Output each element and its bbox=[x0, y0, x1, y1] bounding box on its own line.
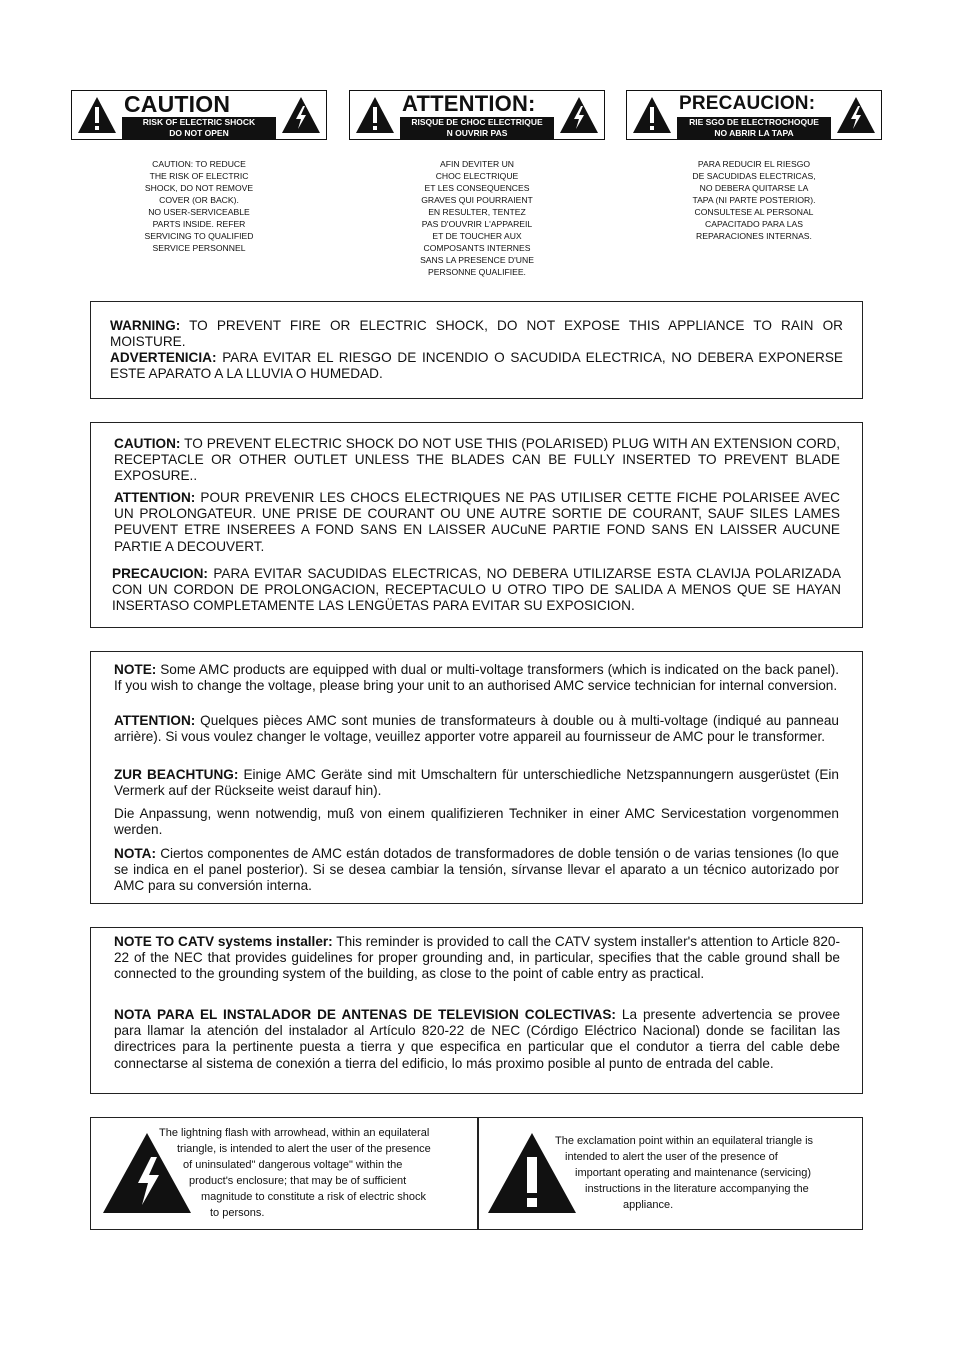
voltage-note-german-2: Die Anpassung, wenn notwendig, muß von einem qualifizieren Techniker in einer AMC Servicestation vorgenommen werden. bbox=[114, 806, 839, 838]
label-word: CAUTION bbox=[124, 91, 231, 117]
caution-label-spanish bbox=[626, 90, 882, 140]
label-band: RISQUE DE CHOC ELECTRIQUE N OUVRIR PAS bbox=[400, 117, 554, 139]
exclamation-line-3: important operating and maintenance (servicing) bbox=[575, 1167, 812, 1179]
exclamation-line-5: appliance. bbox=[623, 1199, 674, 1211]
lightning-line-4: product's enclosure; that may be of sufficient bbox=[189, 1175, 407, 1187]
caution-label-french bbox=[349, 90, 605, 140]
symbols-divider bbox=[477, 1118, 479, 1229]
lightning-line-2: triangle, is intended to alert the user of the presence bbox=[177, 1143, 431, 1155]
exclamation-triangle-icon bbox=[354, 95, 396, 135]
lightning-line-6: to persons. bbox=[210, 1207, 265, 1219]
plug-caution-spanish: PRECAUCION: PARA EVITAR SACUDIDAS ELECTRICAS, NO DEBERA UTILIZARSE ESTA CLAVIJA POLARIZADA CON UN CORDON DE PROLONGACION, RECEPTACULO U OTRO TIPO DE SALIDA A MENOS QUE SE HAYAN INSERTASO COMPLETAMENTE LAS LENGÜETAS PARA EVITAR SU EXPOSICION. bbox=[112, 566, 841, 614]
exclamation-line-2: intended to alert the user of the presence of bbox=[565, 1151, 778, 1163]
plug-caution-french: ATTENTION: POUR PREVENIR LES CHOCS ELECTRIQUES NE PAS UTILISER CETTE FICHE POLARISEE AVEC UN PROLONGATEUR. UNE PRISE DE COURANT OU UNE AUTRE SORTIE DE COURANT, SAUF SILES LAMES PEUVENT ETRE INSEREES A FOND SANS EN LAISSER AUCuNE PARTIE FOND SANS EN LAISSER AUCUNE PARTIE A DECOUVERT. bbox=[114, 490, 840, 554]
exclamation-line-4: instructions in the literature accompanying the bbox=[585, 1183, 809, 1195]
exclamation-triangle-icon bbox=[631, 95, 673, 135]
lightning-triangle-icon bbox=[558, 95, 600, 135]
voltage-note-english: NOTE: Some AMC products are equipped with dual or multi-voltage transformers (which is indicated on the back panel). If you wish to change the voltage, please bring your unit to an authorised AMC service technician for internal conversion. bbox=[114, 662, 839, 694]
caution-text-spanish: PARA REDUCIR EL RIESGO DE SACUDIDAS ELECTRICAS, NO DEBERA QUITARSE LA TAPA (NI PARTE POSTERIOR). CONSULTESE AL PERSONAL CAPACITADO PARA LAS REPARACIONES INTERNAS. bbox=[692, 159, 816, 241]
voltage-note-french: ATTENTION: Quelques pièces AMC sont munies de transformateurs à double ou à multi-voltage (indiqué au panneau arrière). Si vous voulez changer le voltage, veuillez apporter votre appareil au fournisseur de AMC pour le transformer. bbox=[114, 713, 839, 745]
warning-english: WARNING: TO PREVENT FIRE OR ELECTRIC SHOCK, DO NOT EXPOSE THIS APPLIANCE TO RAIN OR MOISTURE. bbox=[110, 318, 843, 350]
voltage-note-german: ZUR BEACHTUNG: Einige AMC Geräte sind mit Umschaltern für unterschiedliche Netzspannungern ausgerüstet (Ein Vermerk auf der Rückseite weist darauf hin). bbox=[114, 767, 839, 799]
lightning-line-5: magnitude to constitute a risk of electric shock bbox=[201, 1191, 426, 1203]
plug-caution-english: CAUTION: TO PREVENT ELECTRIC SHOCK DO NOT USE THIS (POLARISED) PLUG WITH AN EXTENSION CORD, RECEPTACLE OR OTHER OUTLET UNLESS THE BLADES CAN BE FULLY INSERTED TO PREVENT BLADE EXPOSURE.. bbox=[114, 436, 840, 484]
lightning-line-3: of uninsulated" dangerous voltage" within the bbox=[183, 1159, 403, 1171]
voltage-note-spanish: NOTA: Ciertos componentes de AMC están dotados de transformadores de doble tensión o de varias tensiones (lo que se indica en el panel posterior). Si se desea cambiar la tensión, sírvanse llevar el aparato a un técnico autorizado por AMC para su conversión interna. bbox=[114, 846, 839, 894]
catv-note-spanish: NOTA PARA EL INSTALADOR DE ANTENAS DE TELEVISION COLECTIVAS: La presente advertencia se provee para llamar la atención del instalador al Artículo 820-22 de NEC (Córdigo Eléctrico Nacional) donde se facilitan las directrices para la pertinente puesta a tierra y que especifica en particular que el condutor a tierra del cable debe connectarse al sistema de conexión a tierra del edificio, lo más proximo posible al punto de entrada del cable. bbox=[114, 1007, 841, 1071]
lightning-triangle-icon bbox=[280, 95, 322, 135]
label-word: PRECAUCION: bbox=[679, 93, 816, 114]
catv-note-english: NOTE TO CATV systems installer: This reminder is provided to call the CATV system installer's attention to Article 820-22 of the NEC that provides guidelines for proper grounding and, in particular, specifies that the cable ground shall be connected to the grounding system of the building, as close to the point of cable entry as practical. bbox=[114, 934, 840, 982]
label-word: ATTENTION: bbox=[402, 91, 536, 116]
caution-label-english bbox=[71, 90, 327, 140]
caution-text-english: CAUTION: TO REDUCE THE RISK OF ELECTRIC SHOCK, DO NOT REMOVE COVER (OR BACK). NO USER-SERVICEABLE PARTS INSIDE. REFER SERVICING TO QUALIFIED SERVICE PERSONNEL bbox=[144, 159, 254, 253]
label-band: RISK OF ELECTRIC SHOCK DO NOT OPEN bbox=[122, 117, 276, 139]
exclamation-line-1: The exclamation point within an equilateral triangle is bbox=[555, 1135, 814, 1147]
lightning-line-1: The lightning flash with arrowhead, within an equilateral bbox=[159, 1127, 430, 1139]
lightning-triangle-icon bbox=[835, 95, 877, 135]
exclamation-triangle-icon bbox=[76, 95, 118, 135]
label-band: RIE SGO DE ELECTROCHOQUE NO ABRIR LA TAPA bbox=[677, 117, 831, 139]
symbols-box bbox=[90, 1117, 863, 1230]
warning-spanish: ADVERTENICIA: PARA EVITAR EL RIESGO DE INCENDIO O SACUDIDA ELECTRICA, NO DEBERA EXPONERSE ESTE APARATO A LA LLUVIA O HUMEDAD. bbox=[110, 350, 843, 382]
caution-text-french: AFIN DEVITER UN CHOC ELECTRIQUE ET LES CONSEQUENCES GRAVES QUI POURRAIENT EN RESULTER, TENTEZ PAS D'OUVRIR L'APPAREIL ET DE TOUCHER AUX COMPOSANTS INTERNES SANS LA PRESENCE D'UNE PERSONNE QUALIFIEE. bbox=[420, 159, 534, 277]
